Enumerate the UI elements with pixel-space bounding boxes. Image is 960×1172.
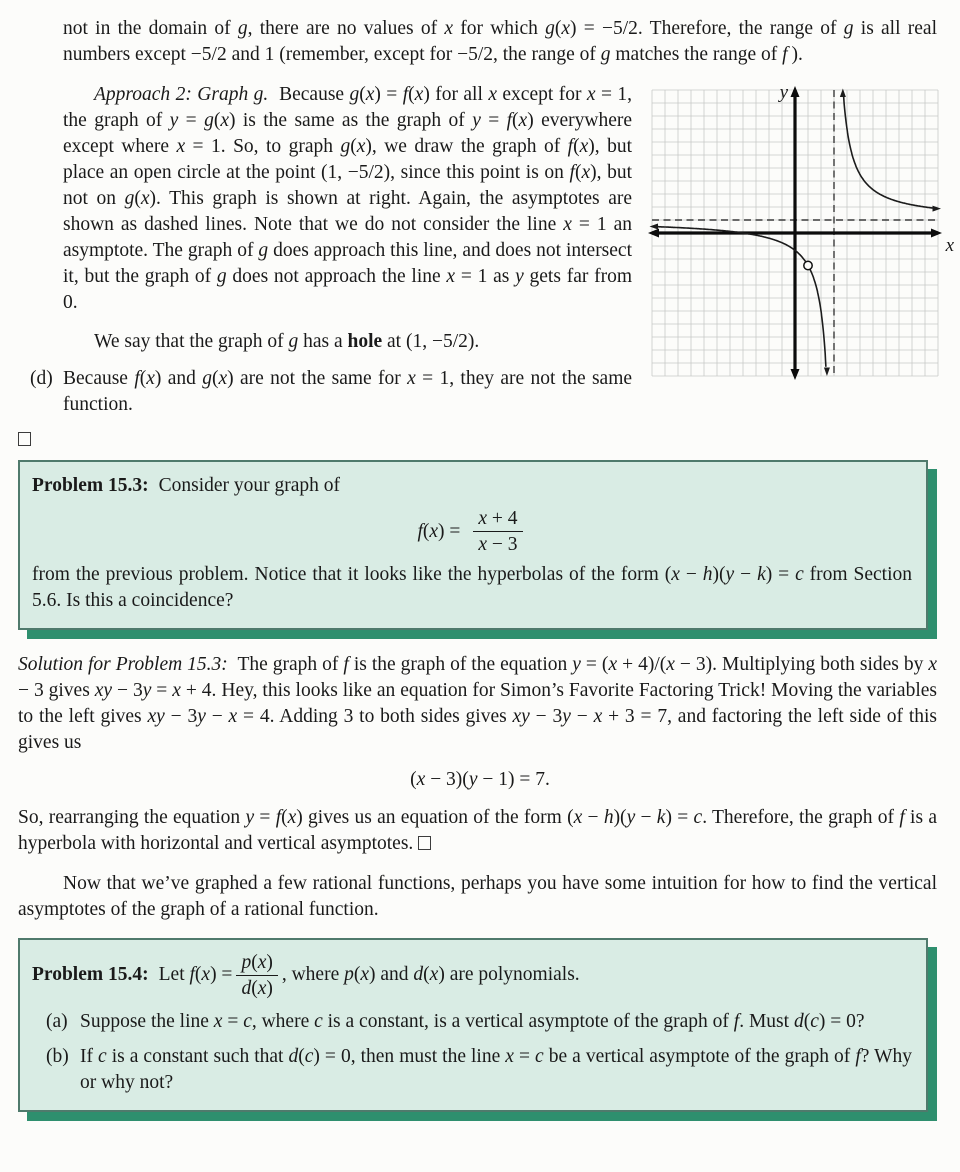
intro-paragraph: not in the domain of g, there are no values of x for which g(x) = −5/2. Therefore, the range of g is all real numbers except −5/2 and 1 (remember, except for −5/2, the range of g matches the range of f ). [63,18,937,65]
problem-15-3-label: Problem 15.3: [32,475,149,496]
solution-paragraph: Solution for Problem 15.3: The graph of f is the graph of the equation y = (x + 4)/(x − 3). Multiplying both sides by x − 3 gives xy − 3y = x + 4. Hey, this looks like an equation for Simon’s Favorite Factoring Trick! Moving the variables to the left gives xy − 3y − x = 4. Adding 3 to both sides gives xy − 3y − x + 3 = 7, and factoring the left side of this gives us [18,654,938,753]
equation-lhs: f(x) = [417,520,461,542]
left-text-column [30,82,633,418]
item-b-marker: (b) [46,1046,69,1067]
fraction-numerator: x + 4 [478,508,518,529]
problem-15-4-label: Problem 15.4: [32,963,149,985]
problem-15-3-box [18,460,928,630]
item-d-text: Because f(x) and g(x) are not the same for x = 1, they are not the same function. [63,368,633,415]
fraction-numerator: p(x) [241,952,273,973]
item-b-text: If c is a constant such that d(c) = 0, then must the line x = c be a vertical asymptote of the graph of f? Why or why not? [80,1046,912,1093]
item-d-marker: (d) [30,368,53,389]
fraction-denominator: d(x) [236,975,277,1000]
display-equation: (x − 3)(y − 1) = 7. [410,769,550,790]
rational-function-graph [644,82,956,384]
qed-square-icon [18,432,31,446]
hole-paragraph: We say that the graph of g has a hole at (1, −5/2). [94,331,480,352]
svg-text:y: y [779,82,788,103]
problem-15-3-intro: Consider your graph of [158,475,341,496]
so-paragraph: So, rearranging the equation y = f(x) gives us an equation of the form (x − h)(y − k) = c. Therefore, the graph of f is a hyperbola with horizontal and vertical asymptotes. [18,807,938,854]
problem-15-4-box [18,938,928,1112]
item-a-marker: (a) [46,1011,68,1032]
two-column-section [30,82,956,418]
problem-15-3-body: from the previous problem. Notice that it looks like the hyperbolas of the form (x − h)(y − k) = c from Section 5.6. Is this a coincidence? [32,564,913,611]
problem-15-4-item-b [46,1044,912,1096]
problem-15-4-lead: Let f(x) = [158,963,233,985]
fraction [473,507,522,556]
svg-text:x: x [945,235,954,256]
problem-15-4-after-fraction: , where p(x) and d(x) are polynomials. [281,963,580,985]
end-of-solution-marker [18,427,960,445]
approach2-paragraph: Approach 2: Graph g. Because g(x) = f(x) for all x except for x = 1, the graph of y = g(x) is the same as the graph of y = f(x) everywhere except where x = 1. So, to graph g(x), we draw the graph of f(x), but place an open circle at the point (1, −5/2), since this point is on f(x), but not on g(x). This graph is shown at right. Again, the asymptotes are shown as dashed lines. Note that we do not consider the line x = 1 an asymptote. The graph of g does approach this line, and does not intersect it, but the graph of g does not approach the line x = 1 as y gets far from 0. [63,84,633,313]
item-d [30,366,632,418]
fraction-denominator: x − 3 [473,531,522,556]
problem-15-4-item-a [46,1009,912,1035]
item-a-text: Suppose the line x = c, where c is a constant, is a vertical asymptote of the graph of f. Must d(c) = 0? [80,1011,865,1032]
fraction [236,951,277,1000]
problem-15-3-equation [32,507,912,556]
hyperbola-figure [644,82,956,392]
now-paragraph: Now that we’ve graphed a few rational functions, perhaps you have some intuition for how to find the vertical asymptotes of the graph of a rational function. [18,873,937,920]
